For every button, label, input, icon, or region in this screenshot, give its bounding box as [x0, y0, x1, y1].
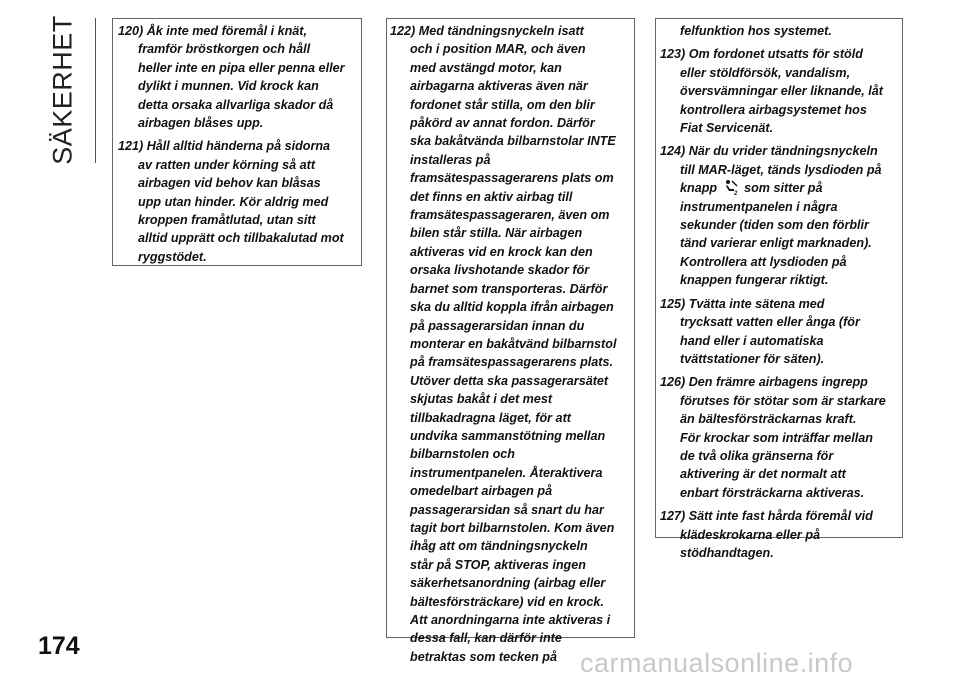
text-line: bilen står stilla. När airbagen — [410, 226, 583, 241]
text-line: heller inte en pipa eller penna eller — [138, 60, 345, 75]
text-line: instrumentpanelen i några — [680, 199, 838, 214]
text-line: de två olika gränserna för — [680, 448, 834, 463]
text-line: undvika sammanstötning mellan — [410, 428, 606, 443]
text-line: knappen fungerar riktigt. — [680, 273, 829, 288]
warning-item-120 — [118, 22, 364, 132]
side-heading-rule — [95, 18, 96, 163]
warning-column-left — [118, 22, 364, 271]
text-line: hand eller i automatiska — [680, 333, 824, 348]
text-line: 122) Med tändningsnyckeln isatt — [390, 24, 584, 38]
text-line: det finns en aktiv airbag till — [410, 189, 573, 204]
text-line: fordonet står stilla, om den blir — [410, 97, 595, 112]
text-line: dessa fall, kan därför inte — [410, 631, 562, 646]
watermark: carmanualsonline.info — [580, 648, 854, 678]
text-line: betraktas som tecken på — [410, 649, 557, 664]
text-line: ska bakåtvända bilbarnstolar INTE — [410, 134, 616, 149]
text-line: airbagen blåses upp. — [138, 116, 264, 131]
passenger-airbag-off-icon — [723, 179, 739, 195]
text-line: påkörd av annat fordon. Därför — [410, 116, 595, 131]
warning-item-122 — [390, 22, 634, 666]
text-line: detta orsaka allvarliga skador då — [138, 97, 334, 112]
text-line: airbagarna aktiveras även när — [410, 79, 588, 94]
text-line: 120) Åk inte med föremål i knät, — [118, 24, 307, 38]
text-line: 123) Om fordonet utsatts för stöld — [660, 47, 863, 62]
text-line: omedelbart airbagen på — [410, 484, 553, 499]
continuation-text — [660, 22, 904, 40]
text-line: instrumentpanelen. Återaktivera — [410, 465, 603, 480]
text-line: felfunktion hos systemet. — [680, 24, 832, 38]
text-line: Utöver detta ska passagerarsätet — [410, 373, 609, 388]
text-line: orsaka livshotande skador för — [410, 263, 590, 278]
text-line: skjutas bakåt i det mest — [410, 392, 553, 407]
warning-item-123 — [660, 45, 904, 137]
text-line: framsätespassageraren, även om — [410, 208, 610, 223]
text-line: framsätespassagerarens plats om — [410, 171, 614, 186]
text-line: tvättstationer för säten). — [680, 351, 825, 366]
section-side-heading — [38, 15, 88, 165]
text-line: tillbakadragna läget, för att — [410, 410, 571, 425]
text-line: kroppen framåtlutad, utan sitt — [138, 213, 316, 228]
text-line: trycksatt vatten eller ånga (för — [680, 315, 860, 330]
text-line: ihåg att om tändningsnyckeln — [410, 539, 588, 554]
text-line: säkerhetsanordning (airbag eller — [410, 576, 606, 591]
text-fragment: knapp — [680, 181, 718, 196]
text-line: av ratten under körning så att — [138, 157, 316, 172]
text-line: barnet som transporteras. Därför — [410, 281, 608, 296]
text-line: översvämningar eller liknande, låt — [680, 84, 883, 99]
text-line: 121) Håll alltid händerna på sidorna — [118, 139, 331, 154]
text-line: tänd varierar enligt marknaden). — [680, 236, 872, 251]
text-line: aktivering är det normalt att — [680, 467, 846, 482]
text-line: För krockar som inträffar mellan — [680, 430, 873, 445]
text-line: bältesförsträckare) vid en krock. — [410, 594, 604, 609]
text-line: Kontrollera att lysdioden på — [680, 254, 847, 269]
text-line: 125) Tvätta inte sätena med — [660, 296, 825, 311]
warning-column-right — [660, 22, 904, 567]
text-line: står på STOP, aktiveras ingen — [410, 557, 586, 572]
text-line: ryggstödet. — [138, 249, 207, 264]
warning-item-121 — [118, 137, 364, 266]
warning-item-126 — [660, 373, 904, 502]
text-line: passagerarsidan så snart du har — [410, 502, 604, 517]
text-line-with-icon — [660, 179, 904, 197]
text-line: airbagen vid behov kan blåsas — [138, 176, 321, 191]
text-line: monterar en bakåtvänd bilbarnstol — [410, 336, 617, 351]
text-line: Fiat Servicenät. — [680, 121, 774, 136]
text-line: 124) När du vrider tändningsnyckeln — [660, 144, 878, 159]
text-line: installeras på — [410, 152, 491, 167]
text-line: ska du alltid koppla ifrån airbagen — [410, 300, 614, 315]
text-line: bilbarnstolen och — [410, 447, 515, 462]
warning-column-middle — [390, 22, 634, 671]
text-line: än bältesförsträckarnas kraft. — [680, 412, 857, 427]
warning-item-125 — [660, 295, 904, 369]
svg-text:2: 2 — [733, 191, 737, 196]
text-line: förutses för stötar som är starkare — [680, 393, 886, 408]
text-line: eller stöldförsök, vandalism, — [680, 65, 851, 80]
text-line: dylikt i munnen. Vid krock kan — [138, 79, 319, 94]
text-line: alltid upprätt och tillbakalutad mot — [138, 231, 344, 246]
text-line: på passagerarsidan innan du — [410, 318, 585, 333]
text-line: 126) Den främre airbagens ingrepp — [660, 375, 868, 390]
text-line: sekunder (tiden som den förblir — [680, 218, 869, 233]
text-line: tagit bort bilbarnstolen. Kom även — [410, 520, 615, 535]
text-line: till MAR-läget, tänds lysdioden på — [680, 162, 882, 177]
warning-item-124 — [660, 142, 904, 289]
page-number: 174 — [38, 632, 80, 660]
text-line: aktiveras vid en krock kan den — [410, 244, 593, 259]
text-line: kontrollera airbagsystemet hos — [680, 102, 867, 117]
text-line: enbart försträckarna aktiveras. — [680, 485, 865, 500]
text-line: klädeskrokarna eller på — [680, 527, 821, 542]
text-line: stödhandtagen. — [680, 545, 774, 560]
text-line: på framsätespassagerarens plats. — [410, 355, 614, 370]
section-side-heading-text: SÄKERHET — [47, 15, 78, 165]
text-line: och i position MAR, och även — [410, 42, 586, 57]
text-line: 127) Sätt inte fast hårda föremål vid — [660, 509, 873, 524]
text-line: med avstängd motor, kan — [410, 60, 562, 75]
text-line: upp utan hinder. Kör aldrig med — [138, 194, 329, 209]
text-fragment: som sitter på — [744, 181, 823, 196]
warning-item-127 — [660, 507, 904, 562]
text-line: Att anordningarna inte aktiveras i — [410, 613, 611, 627]
text-line: framför bröstkorgen och håll — [138, 42, 311, 57]
